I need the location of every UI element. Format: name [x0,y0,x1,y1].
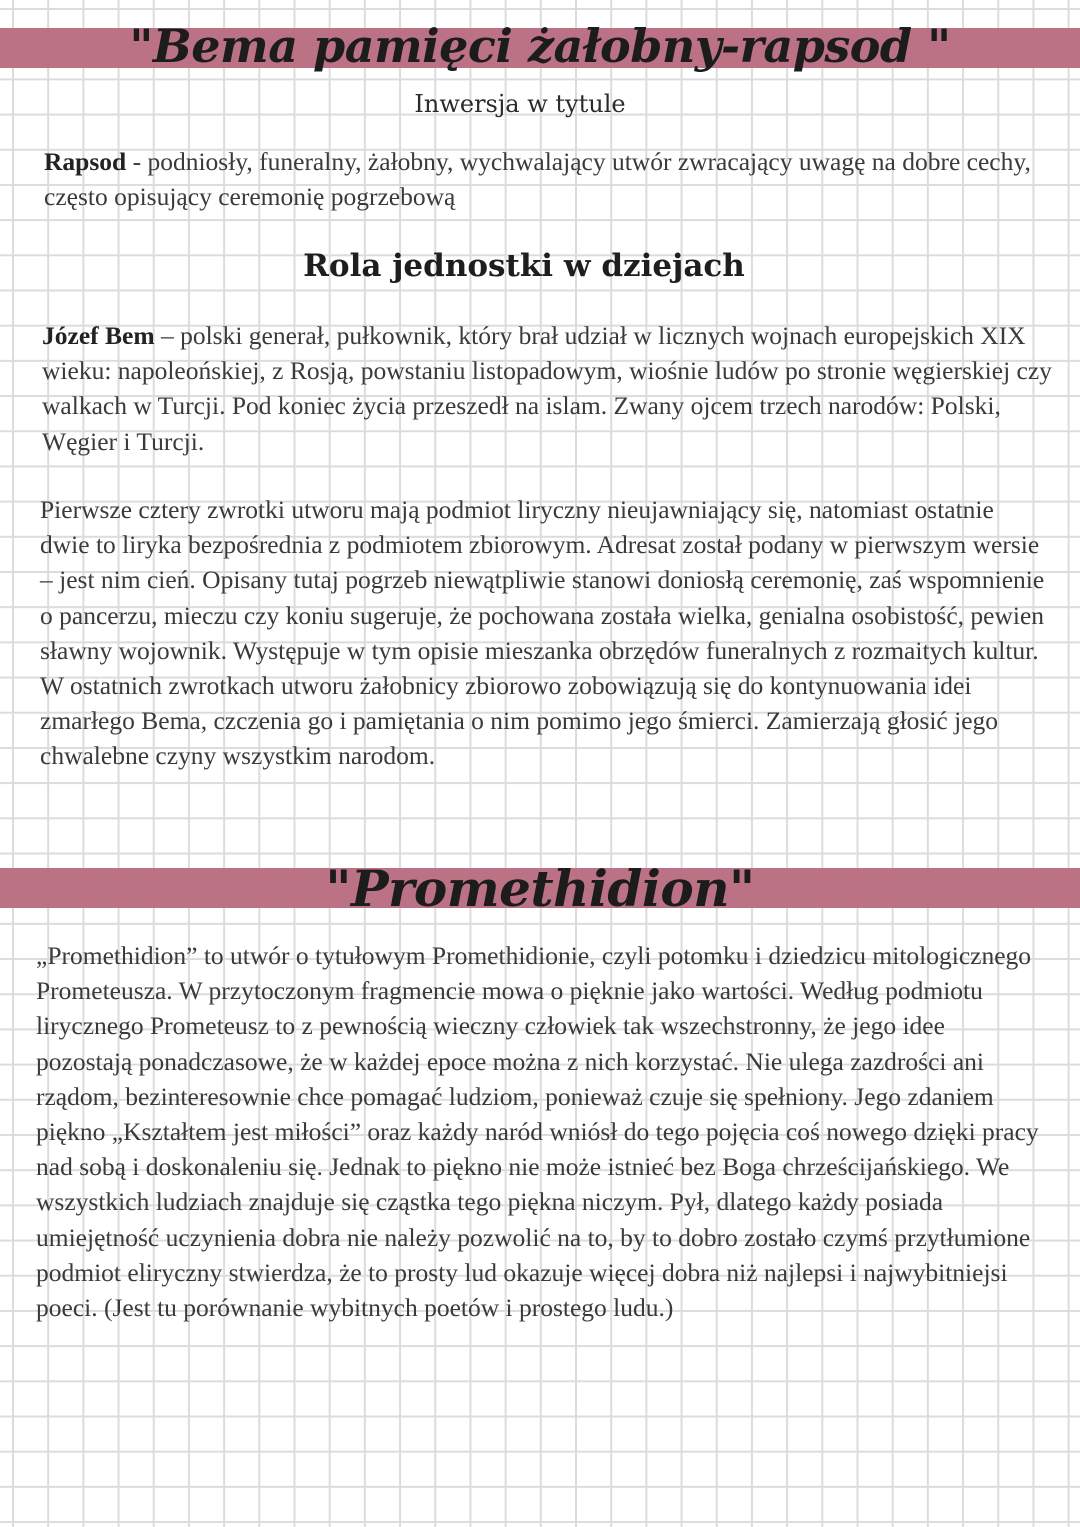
poem-analysis: Pierwsze cztery zwrotki utworu mają podmiot liryczny nieujawniający się, natomiast ostatnie dwie to liryka bezpośrednia z podmiotem zbiorowym. Adresat został podany w pierwszym wersie – jest nim cień. Opisany tutaj pogrzeb niewątpliwie stanowi doniosłą ceremonię, zaś wspomnienie o pancerzu, mieczu czy koniu sugeruje, że pochowana została wielka, genialna osobistość, pewien sławny wojownik. Występuje w tym opisie mieszanka obrzędów funeralnych z rozmaitych kultur. W ostatnich zwrotkach utworu żałobnicy zbiorowo zobowiązują się do kontynuowania idei zmarłego Bema, czczenia go i pamiętania o nim pomimo jego śmierci. Zamierzają głosić jego chwalebne czyny wszystkim narodom. [40,495,1045,771]
rapsod-definition [44,144,1044,214]
promethidion-text: „Promethidion” to utwór o tytułowym Promethidionie, czyli potomku i dziedzicu mitologicznego Prometeusza. W przytoczonym fragmencie mowa o pięknie jako wartości. Według podmiotu lirycznego Prometeusz to z pewnością wieczny człowiek tak wszechstronny, że jego idee pozostają ponadczasowe, że w każdej epoce można z nich korzystać. Nie ulega zazdrości ani rządom, bezinteresownie chce pomagać ludziom, ponieważ czuje się spełniony. Jego zdaniem piękno „Kształtem jest miłości” oraz każdy naród wniósł do tego pojęcia coś nowego dzięki pracy nad sobą i doskonaleniu się. Jednak to piękno nie może istnieć bez Boga chrześcijańskiego. We wszystkich ludziach znajduje się cząstka tego piękna niczym. Pył, dlatego każdy posiada umiejętność uczynienia dobra nie należy pozwolić na to, by to dobro zostało czymś przytłumione podmiot eliryczny stwierdza, że to prosty lud okazuje więcej dobra niż najlepsi i najwybitniejsi poeci. (Jest tu porównanie wybitnych poetów i prostego ludu.) [36,941,1039,1323]
rapsod-definition-text: - podniosły, funeralny, żałobny, wychwalający utwór zwracający uwagę na dobre cechy, często opisujący ceremonię pogrzebową [44,147,1031,212]
title-subtitle: Inwersja w tytule [414,90,626,118]
section-heading: Rola jednostki w dziejach [303,248,745,284]
section-title-promethidion: "Promethidion" [325,859,755,918]
bem-name: Józef Bem [42,321,155,350]
rapsod-term: Rapsod [44,147,127,176]
bem-biography [42,318,1052,459]
bem-biography-text: – polski generał, pułkownik, który brał udział w licznych wojnach europejskich XIX wieku: napoleońskiej, z Rosją, powstaniu listopadowym, wiośnie ludów po stronie węgierskiej czy walkach w Turcji. Pod koniec życia przeszedł na islam. Zwany ojcem trzech narodów: Polski, Węgier i Turcji. [42,321,1052,456]
page-title: "Bema pamięci żałobny-rapsod " [129,19,951,73]
